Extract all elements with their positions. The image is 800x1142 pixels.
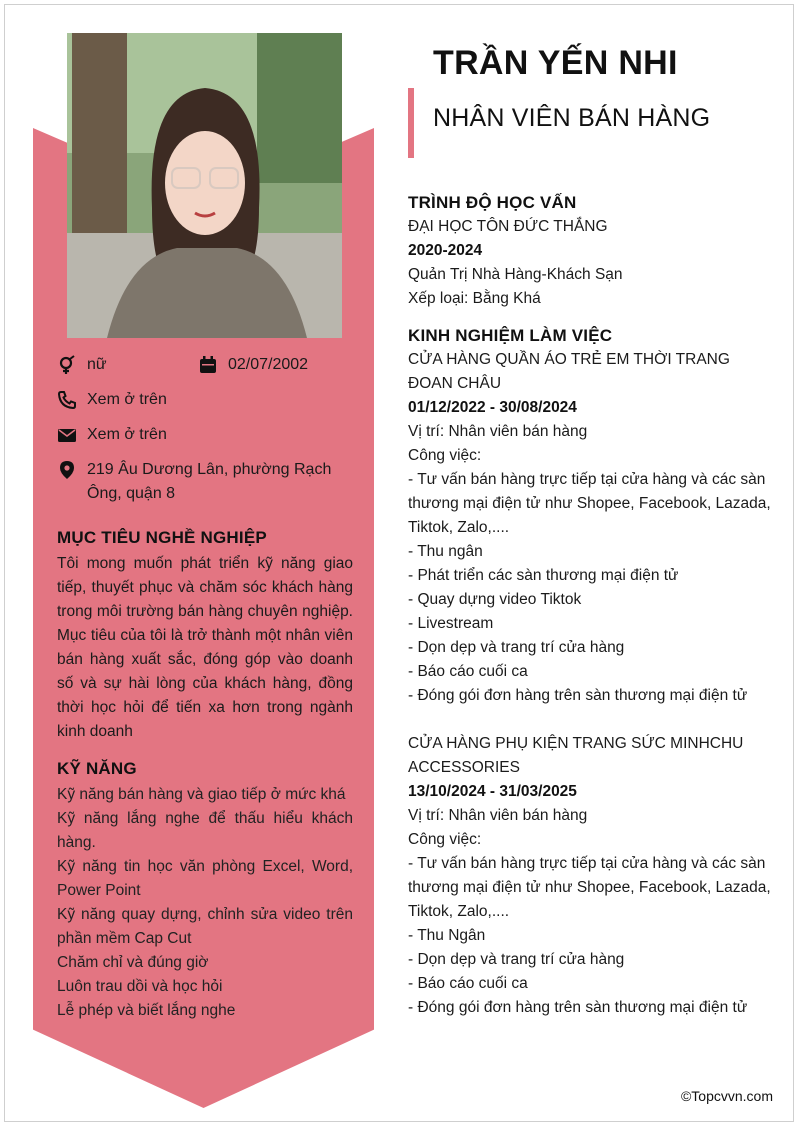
job-duty: - Báo cáo cuối ca [408, 663, 528, 680]
job-duty: - Phát triển các sàn thương mại điện tử [408, 567, 679, 584]
job-duty: - Dọn dẹp và trang trí cửa hàng [408, 639, 625, 656]
skills-section [57, 759, 353, 1023]
location-pin-icon [57, 460, 77, 480]
education-period: 2020-2024 [408, 242, 483, 259]
email-value: Xem ở trên [87, 426, 167, 443]
job-duty: - Thu Ngân [408, 927, 486, 944]
job-duty: - Thu ngân [408, 543, 483, 560]
accent-bar [408, 88, 414, 158]
address-value: 219 Âu Dương Lân, phường Rạch Ông, quận 8 [87, 461, 332, 502]
school-name: ĐẠI HỌC TÔN ĐỨC THẮNG [408, 218, 608, 235]
job-period: 13/10/2024 - 31/03/2025 [408, 783, 577, 800]
job-position: Vị trí: Nhân viên bán hàng [408, 423, 588, 440]
job-entry [408, 348, 778, 708]
skills-heading: KỸ NĂNG [57, 759, 137, 778]
email-icon [57, 425, 77, 445]
calendar-icon [198, 355, 218, 375]
job-company: CỬA HÀNG PHỤ KIỆN TRANG SỨC MINHCHU ACCESSORIES [408, 735, 744, 776]
job-duty: - Quay dựng video Tiktok [408, 591, 582, 608]
job-duty: - Livestream [408, 615, 494, 632]
job-title: NHÂN VIÊN BÁN HÀNG [433, 104, 711, 132]
experience-heading: KINH NGHIỆM LÀM VIỆC [408, 326, 613, 345]
skill-item: Kỹ năng bán hàng và giao tiếp ở mức khá [57, 786, 346, 803]
job-duty: - Tư vấn bán hàng trực tiếp tại cửa hàng và các sàn thương mại điện tử như Shopee, Facebook, Lazada, Tiktok, Zalo,.... [408, 471, 771, 536]
objective-heading: MỤC TIÊU NGHỀ NGHIỆP [57, 528, 267, 547]
skill-item: Chăm chỉ và đúng giờ [57, 954, 209, 971]
dob-value: 02/07/2002 [228, 356, 309, 373]
gender-value: nữ [87, 356, 107, 373]
gender-icon [57, 355, 77, 375]
job-period: 01/12/2022 - 30/08/2024 [408, 399, 577, 416]
skills-list [57, 783, 353, 1023]
phone-value: Xem ở trên [87, 391, 167, 408]
education-major: Quản Trị Nhà Hàng-Khách Sạn [408, 266, 623, 283]
footer-credit: ©Topcvvn.com [680, 1088, 773, 1104]
skill-item: Lễ phép và biết lắng nghe [57, 1002, 236, 1019]
candidate-name: TRẦN YẾN NHI [433, 44, 678, 82]
job-duty: - Đóng gói đơn hàng trên sàn thương mại điện tử [408, 687, 748, 704]
job-position: Vị trí: Nhân viên bán hàng [408, 807, 588, 824]
objective-text: Tôi mong muốn phát triển kỹ năng giao tiếp, thuyết phục và chăm sóc khách hàng trong môi trường bán hàng chuyên nghiệp. Mục tiêu của tôi là trở thành một nhân viên bán hàng xuất sắc, đóng góp vào doanh số và sự hài lòng của khách hàng, đồng thời học hỏi để tiến xa hơn trong ngành kinh doanh [57, 555, 353, 740]
education-section [408, 191, 778, 311]
job-duty: - Báo cáo cuối ca [408, 975, 528, 992]
job-duty: - Tư vấn bán hàng trực tiếp tại cửa hàng và các sàn thương mại điện tử như Shopee, Facebook, Lazada, Tiktok, Zalo,.... [408, 855, 771, 920]
job-company: CỬA HÀNG QUẦN ÁO TRẺ EM THỜI TRANG ĐOAN CHÂU [408, 351, 730, 392]
experience-section [408, 324, 778, 1020]
job-entry [408, 732, 778, 1020]
phone-icon [57, 390, 77, 410]
skill-item: Kỹ năng lắng nghe để thấu hiểu khách hàng. [57, 810, 353, 851]
education-heading: TRÌNH ĐỘ HỌC VẤN [408, 193, 577, 212]
job-duties-label: Công việc: [408, 447, 482, 464]
skill-item: Kỹ năng tin học văn phòng Excel, Word, Power Point [57, 858, 353, 899]
profile-photo [67, 33, 342, 338]
objective-section [57, 528, 353, 744]
skill-item: Kỹ năng quay dựng, chỉnh sửa video trên phần mềm Cap Cut [57, 906, 353, 947]
job-duty: - Dọn dẹp và trang trí cửa hàng [408, 951, 625, 968]
education-grade: Xếp loại: Bằng Khá [408, 290, 541, 307]
job-duty: - Đóng gói đơn hàng trên sàn thương mại điện tử [408, 999, 748, 1016]
job-duties-label: Công việc: [408, 831, 482, 848]
skill-item: Luôn trau dồi và học hỏi [57, 978, 223, 995]
